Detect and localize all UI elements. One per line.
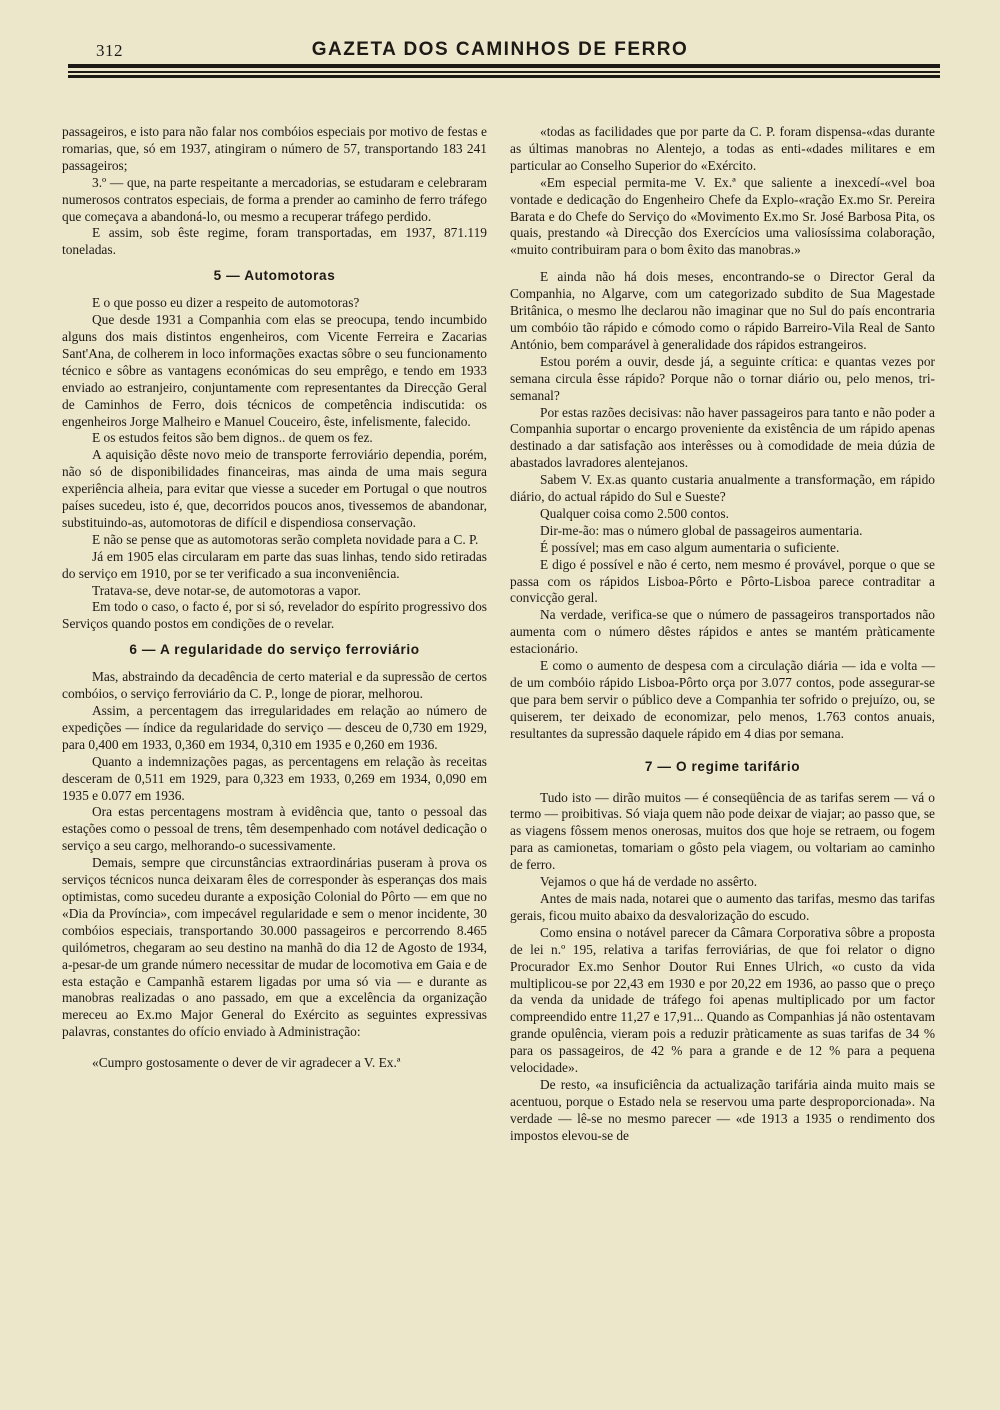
header-rule bbox=[68, 75, 940, 78]
section-heading: 6 — A regularidade do serviço ferroviário bbox=[129, 642, 420, 658]
quote-paragraph: «Em especial permita-me V. Ex.ª que saliente a inexcedí-«vel boa vontade e dedicação do Engenheiro Chefe da Explo-«ração Ex.mo Sr. Pereira Barata e do Chefe do Serviço do «Movimento Ex.mo Sr. José Barbosa Pita, os quais, prestando «à Direcção dos Exercícios uma valiosíssima colaboração, «muito contribuiram para o bom êxito das manobras.» bbox=[510, 174, 935, 258]
paragraph: Como ensina o notável parecer da Câmara Corporativa sôbre a proposta de lei n.º 195, relativa a tarifas ferroviárias, de que foi relator o digno Procurador Ex.mo Senhor Doutor Rui Ennes Ulrich, «o custo da vida multiplicou-se por 22,43 em 1930 e por 20,22 em 1936, ao passo que o preço da venda da unidade de tráfego foi apenas multiplicado por um factor compreendido entre 11,27 e 17,91... Quando as Companhias já não ostentavam grande opulência, vieram pois a reduzir pràticamente as suas tarifas de 34 % para os passageiros, de 42 % para a grande e de 12 % para a pequena velocidade». bbox=[510, 924, 935, 1076]
paragraph: Ora estas percentagens mostram à evidência que, tanto o pessoal das estações como o pessoal de trens, têm desempenhado com notável dedicação o serviço a seu cargo, melhorando-o sucessivamente. bbox=[62, 804, 487, 854]
right-column bbox=[510, 124, 935, 1145]
paragraph: Demais, sempre que circunstâncias extraordinárias puseram à prova os serviços técnicos nunca deixaram êles de corresponder às esperanças dos mais optimistas, como sucedeu durante a exposição Colonial do Pôrto — em que no «Dia da Província», com impecável regularidade e sem o menor incidente, 30 combóios especiais, transportando 30.000 passageiros e percorrendo 8.465 quilómetros, chegaram ao seu destino na manhã do dia 12 de Agosto de 1934, a-pesar-de um grande número necessitar de mudar de locomotiva em Gaia e de esta estação e Campanhã estarem ligadas por uma só via — e durante as manobras realizadas o ano passado, em que a excelência da organização mereceu ao Ex.mo Major General do Exército as seguintes expressivas palavras, constantes do ofício enviado à Administração: bbox=[62, 855, 487, 1040]
paragraph: Antes de mais nada, notarei que o aumento das tarifas, mesmo das tarifas gerais, ficou muito abaixo da desvalorização do escudo. bbox=[510, 890, 935, 923]
paragraph: E como o aumento de despesa com a circulação diária — ida e volta — de um combóio rápido Lisboa-Pôrto orça por 3.077 contos, pode assegurar-se que para bem servir o público deve a Companhia ter sofrido o prejuízo, ou, se quiserem, ter deixado de economizar, pelo menos, 1.763 contos anuais, resultantes da supressão daquele rápido em 4 dias por semana. bbox=[510, 658, 935, 741]
paragraph: Quanto a indemnizações pagas, as percentagens em relação às receitas desceram de 0,511 em 1929, para 0,323 em 1933, 0,269 em 1934, 0,090 em 1935 e 0.077 em 1936. bbox=[62, 753, 487, 803]
paragraph: E assim, sob êste regime, foram transportadas, em 1937, 871.119 toneladas. bbox=[62, 225, 487, 258]
paragraph: De resto, «a insuficiência da actualização tarifária ainda muito mais se acentuou, porque o Estado nela se reservou uma parte desproporcionada». Na verdade — lê-se no mesmo parecer — «de 1913 a 1935 o rendimento dos impostos elevou-se de bbox=[510, 1076, 935, 1143]
paragraph: Por estas razões decisivas: não haver passageiros para tanto e não poder a Companhia suportar o encargo proveniente da existência de um rápido apenas destinado a dar satisfação aos interêsses ou à comodidade de meia dúzia de abastados lavradores alentejanos. bbox=[510, 404, 935, 471]
paragraph: Dir-me-ão: mas o número global de passageiros aumentaria. bbox=[540, 522, 863, 538]
paragraph: E não se pense que as automotoras serão completa novidade para a C. P. bbox=[92, 531, 479, 547]
left-column bbox=[62, 124, 487, 1072]
paragraph: Na verdade, verifica-se que o número de passageiros transportados não aumenta com o número dêstes rápidos e antes se mantém pràticamente estacionário. bbox=[510, 607, 935, 657]
paragraph: «Cumpro gostosamente o dever de vir agradecer a V. Ex.ª bbox=[92, 1055, 401, 1071]
section-heading: 7 — O regime tarifário bbox=[644, 758, 801, 774]
paragraph: Mas, abstraindo da decadência de certo material e da supressão de certos combóios, o serviço ferroviário da C. P., longe de piorar, melhorou. bbox=[62, 669, 487, 702]
paragraph: E ainda não há dois meses, encontrando-se o Director Geral da Companhia, no Algarve, com um categorizado subdito de Sua Magestade Britânica, o mesmo lhe declarou não imaginar que no Sul do país encontraria um combóio tão rápido e cómodo como o rápido Barreiro-Vila Real de Santo António, bem comparável à generalidade dos rápidos estrangeiros. bbox=[510, 269, 935, 352]
paragraph: Que desde 1931 a Companhia com elas se preocupa, tendo incumbido alguns dos mais distintos engenheiros, com Vicente Ferreira e Zacarias Sant'Ana, de colherem in loco informações exactas sôbre o seu funcionamento técnico e sôbre as vantagens económicas do seu emprêgo, e tendo em 1933 enviado ao estranjeiro, conjuntamente com representantes da Direcção Geral de Caminhos de Ferro, dois técnicos de competência indiscutida: os engenheiros Jorge Malheiro e Manuel Couceiro, êste, infelismente, falecido. bbox=[62, 312, 487, 429]
paragraph: Já em 1905 elas circularam em parte das suas linhas, tendo sido retiradas do serviço em 1910, por se ter verificado a sua inconveniência. bbox=[62, 548, 487, 581]
paragraph: É possível; mas em caso algum aumentaria o suficiente. bbox=[540, 539, 840, 555]
paragraph: Sabem V. Ex.as quanto custaria anualmente a transformação, em rápido diário, do actual rápido do Sul e Sueste? bbox=[510, 472, 935, 505]
paragraph: A aquisição dêste novo meio de transporte ferroviário dependia, porém, não só de disponibilidades financeiras, mas ainda de uma mais segura experiência alheia, para evitar que viesse a suceder em Portugal o que noutros países sucedeu, isto é, que, decorridos poucos anos, tivessemos de abandonar, substituindo-as, automotoras de difícil e dispendiosa conservação. bbox=[62, 447, 487, 530]
header-rule bbox=[68, 71, 940, 73]
paragraph: E digo é possível e não é certo, nem mesmo é provável, porque o que se passa com os rápidos Lisboa-Pôrto e Pôrto-Lisboa parece contraditar a convicção geral. bbox=[510, 556, 935, 606]
paragraph: Em todo o caso, o facto é, por si só, revelador do espírito progressivo dos Serviços quando postos em condições de o revelar. bbox=[62, 599, 487, 632]
paragraph: Tudo isto — dirão muitos — é conseqüência de as tarifas serem — vá o termo — proibitivas. Só viaja quem não pode deixar de viajar; ao passo que, se as viagens fôssem menos onerosas, muitos dos que hoje se retraem, ou fogem para as camionetas, tomariam o gôsto pela viagem, ou voltariam ao caminho de ferro. bbox=[510, 789, 935, 873]
paragraph: Qualquer coisa como 2.500 contos. bbox=[540, 505, 729, 521]
paragraph: passageiros, e isto para não falar nos combóios especiais por motivo de festas e romarias, que, só em 1937, atingiram o número de 57, transportando 183 241 passageiros; bbox=[62, 124, 487, 173]
journal-title: GAZETA DOS CAMINHOS DE FERRO bbox=[311, 39, 689, 60]
paragraph: E os estudos feitos são bem dignos.. de quem os fez. bbox=[92, 430, 373, 446]
paragraph: Vejamos o que há de verdade no assêrto. bbox=[540, 874, 758, 890]
paragraph: Assim, a percentagem das irregularidades em relação ao número de expedições — índice da regularidade do serviço — desceu de 0,730 em 1929, para 0,400 em 1933, 0,360 em 1934, 0,310 em 1935 e 0,260 em 1936. bbox=[62, 703, 487, 752]
paragraph: Estou porém a ouvir, desde já, a seguinte crítica: e quantas vezes por semana circula êsse rápido? Porque não o tornar diário ou, pelo menos, tri-semanal? bbox=[510, 353, 935, 403]
page-number: 312 bbox=[96, 41, 123, 60]
quote-paragraph: «todas as facilidades que por parte da C. P. foram dispensa-«das durante as últimas manobras no Alentejo, a todas as enti-«dades militares e em particular ao Conselho Superior do «Exército. bbox=[510, 124, 935, 173]
paragraph: Tratava-se, deve notar-se, de automotoras a vapor. bbox=[92, 582, 361, 598]
header-rule bbox=[68, 64, 940, 68]
section-heading: 5 — Automotoras bbox=[213, 268, 336, 284]
paragraph: E o que posso eu dizer a respeito de automotoras? bbox=[92, 295, 360, 311]
paragraph: 3.º — que, na parte respeitante a mercadorias, se estudaram e celebraram numerosos contratos especiais, de forma a prender ao caminho de ferro tráfego que começava a abandoná-lo, ou mesmo a recuperar tráfego perdido. bbox=[62, 174, 487, 224]
